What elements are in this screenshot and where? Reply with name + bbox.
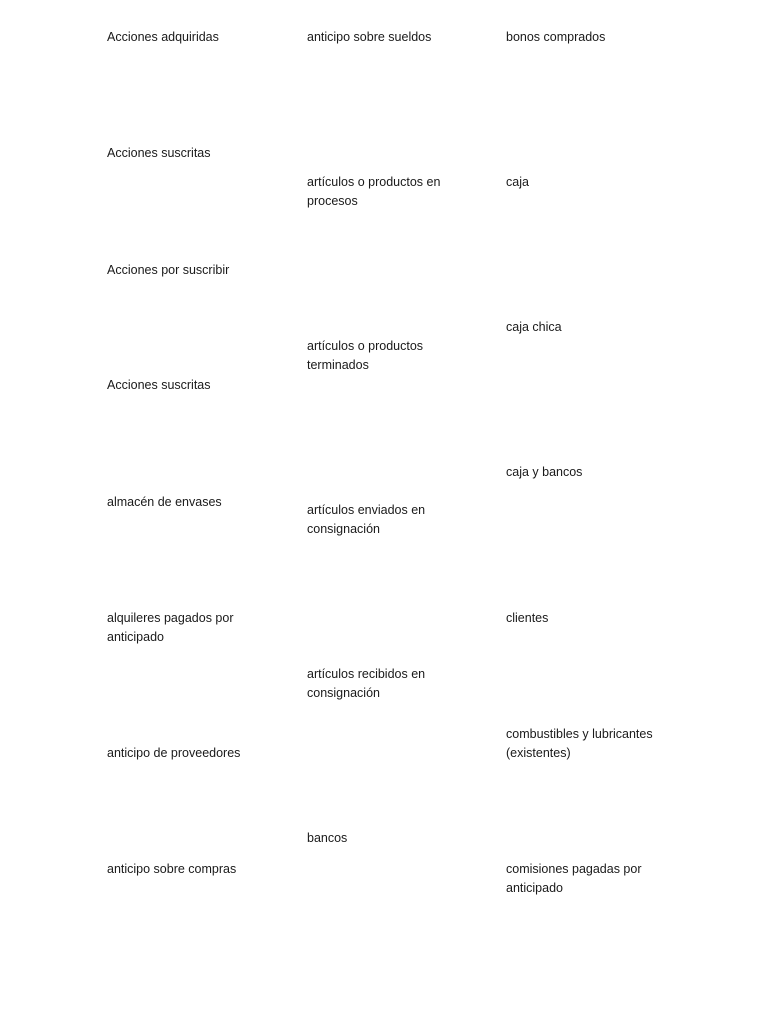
column-3 (506, 0, 676, 1024)
account-entry: comisiones pagadas por anticipado (506, 862, 642, 895)
account-entry: Acciones suscritas (107, 146, 211, 160)
account-entry: artículos recibidos en consignación (307, 667, 426, 700)
account-entry: bancos (307, 831, 348, 845)
account-entry: artículos o productos terminados (307, 339, 424, 372)
account-entry: artículos enviados en consignación (307, 503, 426, 536)
column-1 (107, 0, 297, 1024)
account-entry: caja chica (506, 320, 562, 334)
account-entry: Acciones adquiridas (107, 30, 219, 44)
account-entry: alquileres pagados por anticipado (107, 611, 234, 644)
account-entry: Acciones por suscribir (107, 263, 230, 277)
account-entry: almacén de envases (107, 495, 222, 509)
account-entry: artículos o productos en procesos (307, 175, 441, 208)
account-entry: caja (506, 175, 529, 189)
column-2 (307, 0, 487, 1024)
account-entry: combustibles y lubricantes (existentes) (506, 727, 653, 760)
account-entry: clientes (506, 611, 549, 625)
account-entry: caja y bancos (506, 465, 583, 479)
account-entry: Acciones suscritas (107, 378, 211, 392)
account-entry: anticipo sobre sueldos (307, 30, 432, 44)
account-entry: anticipo de proveedores (107, 746, 241, 760)
account-entry: anticipo sobre compras (107, 862, 237, 876)
account-entry: bonos comprados (506, 30, 606, 44)
